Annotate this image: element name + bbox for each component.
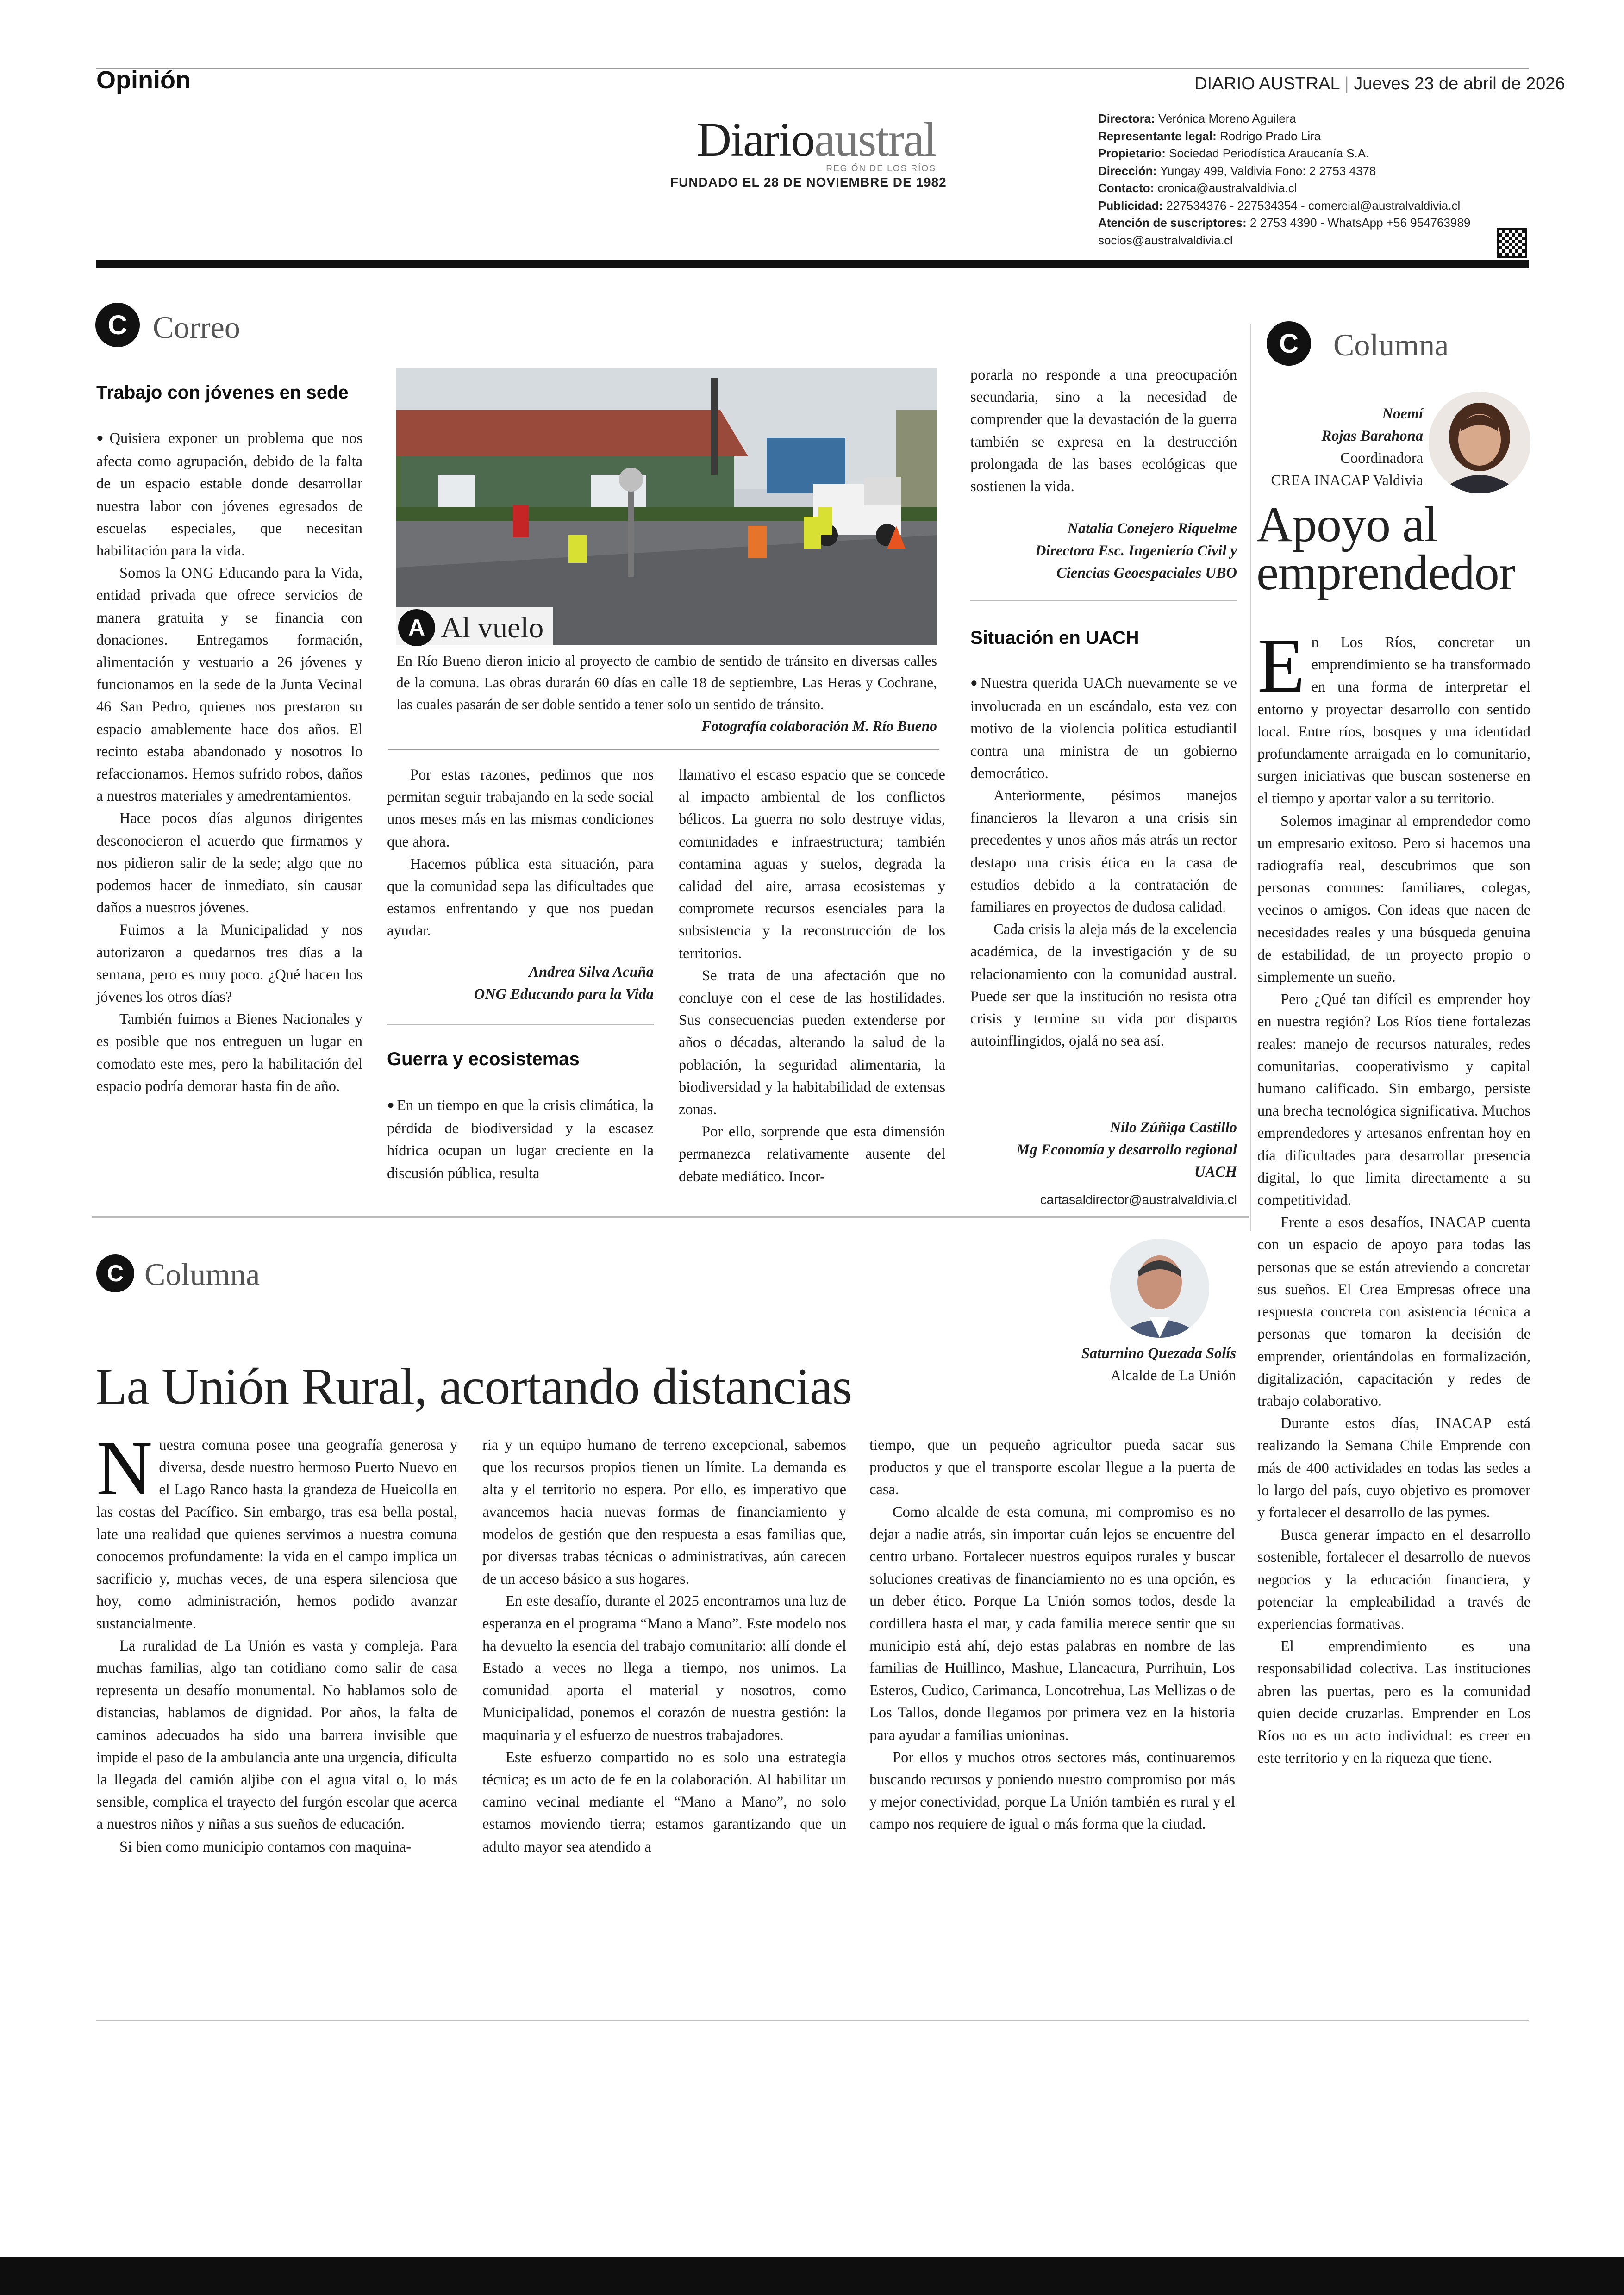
letter-1-org: ONG Educando para la Vida xyxy=(474,986,654,1003)
right-p3: Pero ¿Qué tan difícil es emprender hoy en nuestra región? Los Ríos tiene fortalezas reales: manejo de recursos naturales, redes comunitarias, cooperativismo y capital humano calificado. Sin embargo, persiste una brecha tecnológica significativa. Muchos emprendedores y artesanos enfrentan hoy en día dificultades para desarrollar presencia digital, lo que limita directamente a su competitividad. xyxy=(1257,991,1530,1209)
letter-1-col-2 xyxy=(387,764,654,942)
letter-1-p6: Por estas razones, pedimos que nos permitan seguir trabajando en la sede social unos meses más en las mismas condiciones que ahora. xyxy=(387,767,654,850)
bottom-p4: En este desafío, durante el 2025 encontramos una luz de esperanza en el programa “Mano a Mano”. Este modelo nos ha devuelto la esencia del trabajo comunitario: allí donde el Estado a veces no llega a tiempo, nos unimos. La comunidad aporta el material y nosotros, como Municipalidad, ponemos el corazón de nuestra gestión: la maquinaria y el esfuerzo de nuestros trabajadores. xyxy=(482,1593,846,1744)
letter-3-p1: ● Nuestra querida UACh nuevamente se ve involucrada en un escándalo, esta vez con motivo de la violencia política estudiantil contra una ministra de un gobierno democrático. xyxy=(970,672,1237,785)
correo-section-title: Correo xyxy=(153,310,240,345)
bottom-col-3 xyxy=(869,1434,1235,1836)
bottom-p3a: Si bien como municipio contamos con maquina- xyxy=(119,1838,412,1855)
letter-1-p1: ● Quisiera exponer un problema que nos afecta como agrupación, debido de la falta de un espacio estable donde desarrollar nuestra labor con jóvenes egresados de escuelas especiales, que necesitan habilitación para la vida. xyxy=(96,427,362,562)
header-paper-date: DIARIO AUSTRAL | Jueves 23 de abril de 2026 xyxy=(1194,74,1565,94)
letter-2-author: Natalia Conejero Riquelme xyxy=(1067,520,1237,537)
right-p7: El emprendimiento es una responsabilidad colectiva. Las instituciones abren las puertas, pero es la comunidad quien decide cruzarlas. Emprender en Los Ríos no es un acto individual: es creer en este territorio y en la riqueza que tiene. xyxy=(1257,1638,1530,1767)
logo-part-1: Diario xyxy=(697,113,814,166)
letter-3-p2: Anteriormente, pésimos manejos financieros la llevaron a una crisis sin precedentes y unos años más atrás un rector destapo una crisis ética en la casa de estudios debido a la contratación de familiares en proyectos de dudosa calidad. xyxy=(970,787,1237,916)
credit-line: socios@australvaldivia.cl xyxy=(1098,233,1233,247)
al-vuelo-photo xyxy=(396,368,937,645)
letter-1-p7: Hacemos pública esta situación, para que la comunidad sepa las dificultades que estamos enfrentando y que nos puedan ayudar. xyxy=(387,855,654,940)
street-works-photo xyxy=(396,368,937,645)
photo-bottom-rule xyxy=(388,749,939,750)
letter-divider-2 xyxy=(970,600,1237,601)
letter-3-role-2: UACH xyxy=(1194,1164,1237,1180)
top-rule xyxy=(96,68,1529,69)
scan-bottom-bar xyxy=(0,2257,1624,2295)
letter-2-p2: Se trata de una afectación que no concluye con el cese de las hostilidades. Sus consecuencias pueden extenderse por años o décadas, alterando la salud de la población, la seguridad alimentaria, la biodiversidad y la habitabilidad de extensas zonas. xyxy=(679,967,945,1118)
credit-line: Publicidad: 227534376 - 227534354 - comercial@australvaldivia.cl xyxy=(1098,198,1461,212)
bottom-p6: Como alcalde de esta comuna, mi compromiso es no dejar a nadie atrás, sin importar cuán lejos se encuentre del centro urbano. Fortalecer nuestros equipos rurales y buscar soluciones creativas de financiamiento no es una opción, es un deber ético. Porque La Unión somos todos, desde la cordillera hasta el mar, y cada familia merece sentir que su municipio está ahí, dejo estas palabras en nombre de las familias de Huillinco, Mashue, Llancacura, Purrihuin, Los Esteros, Cudico, Carimanca, Loncotrehua, Las Mellizas o de Los Tallos, donde llegamos por primera vez en la historia para ayudar a familias unioninas. xyxy=(869,1503,1235,1744)
letter-1-signature xyxy=(387,961,654,1005)
section-label: Opinión xyxy=(96,66,191,94)
author-portrait-saturnino xyxy=(1110,1239,1209,1338)
column-divider xyxy=(1250,324,1251,1231)
section-divider xyxy=(92,1216,1249,1218)
columna-bottom-section: Columna xyxy=(144,1257,260,1292)
letter-3-role-1: Mg Economía y desarrollo regional xyxy=(1016,1141,1237,1158)
letter-3-p3: Cada crisis la aleja más de la excelencia académica, de la investigación y de su relacionamiento con la comunidad austral. Puede ser que la institución no resista otra crisis y termine su vida por disparos autoinflingidos, ojalá no sea así. xyxy=(970,921,1237,1050)
letter-2-role-2: Ciencias Geoespaciales UBO xyxy=(1056,565,1237,581)
credits-block xyxy=(1098,110,1505,249)
credit-line: Dirección: Yungay 499, Valdivia Fono: 2 2753 4378 xyxy=(1098,163,1376,178)
bottom-p2: La ruralidad de La Unión es vasta y compleja. Para muchas familias, algo tan cotidiano como salir de casa representa un desafío monumental. No hablamos solo de distancias, hablamos de dignidad. Por años, la falta de caminos adecuados ha sido una barrera invisible que impide el paso de la ambulancia ante una urgencia, dificulta la llegada del camión aljibe con el agua vital o, lo más sensible, complica el trayecto del furgón escolar que acerca a nuestros niños y niñas a sus sueños de educación. xyxy=(96,1637,457,1833)
right-author-org: CREA INACAP Valdivia xyxy=(1271,472,1423,489)
letter-2-p1a: ● En un tiempo en que la crisis climática, la pérdida de biodiversidad y la escasez hídrica ocupan un lugar creciente en la discusión pública, resulta xyxy=(387,1094,654,1185)
letter-3-body xyxy=(970,672,1237,1052)
letter-1-title: Trabajo con jóvenes en sede xyxy=(96,382,349,403)
right-p6: Busca generar impacto en el desarrollo sostenible, fortalecer el desarrollo de nuevos negocios y la educación financiera, y potenciar la empleabilidad a través de experiencias formativas. xyxy=(1257,1527,1530,1633)
photo-credit: Fotografía colaboración M. Río Bueno xyxy=(701,718,937,734)
photo-caption-text: En Río Bueno dieron inicio al proyecto de cambio de sentido de tránsito en diversas calles de la comuna. Las obras durarán 60 días en calle 18 de septiembre, Las Heras y Cochrane, las cuales pasarán de ser doble sentido a tener solo un sentido de tránsito. xyxy=(396,653,937,712)
right-title-line-2: emprendedor xyxy=(1256,545,1515,600)
bottom-author-role: Alcalde de La Unión xyxy=(1110,1367,1236,1384)
letter-2-col-3 xyxy=(679,764,945,1188)
credit-line: Atención de suscriptores: 2 2753 4390 - WhatsApp +56 954763989 xyxy=(1098,216,1471,230)
letters-email[interactable]: cartasaldirector@australvaldivia.cl xyxy=(1040,1192,1237,1207)
paper-name: DIARIO AUSTRAL xyxy=(1194,74,1340,94)
bottom-p3b: ria y un equipo humano de terreno excepcional, sabemos que los recursos propios tienen un límite. La demanda es alta y el territorio no espera. Por ello, es imperativo que avancemos hacia nuevas formas de financiamiento y modelos de gestión que den respuesta a esas familias que, por diversas trabas técnicas o administrativas, aún carecen de un acceso básico a sus hogares. xyxy=(482,1437,846,1588)
credit-line: Contacto: cronica@australvaldivia.cl xyxy=(1098,181,1297,195)
letter-1-p3: Hace pocos días algunos dirigentes desconocieron el acuerdo que firmamos y nos pidieron salir de la sede; algo que no podemos hacer de inmediato, sin causar daños a nuestros jóvenes. xyxy=(96,810,362,917)
letter-2-role-1: Directora Esc. Ingeniería Civil y xyxy=(1035,543,1237,559)
letter-1-p4: Fuimos a la Municipalidad y nos autorizaron a quedarnos tres días a la semana, pero es muy poco. ¿Qué hacen los jóvenes los otros días? xyxy=(96,922,362,1006)
author-portrait-noemi xyxy=(1429,392,1530,493)
bottom-author: Saturnino Quezada Solís xyxy=(1081,1345,1236,1362)
bottom-column-title: La Unión Rural, acortando distancias xyxy=(95,1358,852,1416)
right-p4: Frente a esos desafíos, INACAP cuenta con un espacio de apoyo para todas las personas que se están atreviendo a concretar sus sueños. El Crea Empresas ofrece una respuesta concreta con asistencia técnica a personas que tomaron la decisión de emprender, orientándolas en formalización, digitalización, capacitación y redes de trabajo colaborativo. xyxy=(1257,1214,1530,1409)
correo-badge: C xyxy=(95,303,140,347)
credit-line: Directora: Verónica Moreno Aguilera xyxy=(1098,112,1296,125)
right-author-last: Rojas Barahona xyxy=(1321,428,1423,444)
letter-1-author: Andrea Silva Acuña xyxy=(529,964,654,980)
masthead-logo xyxy=(697,113,936,174)
credit-line: Representante legal: Rodrigo Prado Lira xyxy=(1098,129,1321,143)
letter-2-col-2 xyxy=(387,1094,654,1185)
masthead-rule xyxy=(96,260,1529,268)
letter-1-p5: También fuimos a Bienes Nacionales y es posible que nos entreguen un lugar en comodato este mes, pero la habilitación del espacio podría demorar hasta fin de año. xyxy=(96,1011,362,1095)
al-vuelo-caption-head xyxy=(396,607,553,648)
al-vuelo-caption xyxy=(396,650,937,737)
al-vuelo-badge: A xyxy=(398,609,435,646)
letter-2-col-4 xyxy=(970,364,1237,498)
page-bottom-rule xyxy=(96,2020,1529,2021)
credit-line: Propietario: Sociedad Periodística Araucanía S.A. xyxy=(1098,146,1369,160)
al-vuelo-title: Al vuelo xyxy=(441,611,544,644)
bottom-p1: uestra comuna posee una geografía generosa y diversa, desde nuestro hermoso Puerto Nuevo en el Lago Ranco hasta la grandeza de Hueicolla en las costas del Pacífico. Sin embargo, tras esa bella postal, late una realidad que quienes servimos a nuestra comuna conocemos profundamente: la vida en el campo implica un sacrificio y, muchas veces, de una espera silenciosa que hoy, como administración, hemos podido avanzar sustancialmente. xyxy=(96,1437,457,1632)
right-p1: n Los Ríos, concretar un emprendimiento se ha transformado en una forma de interpretar el entorno y proyectar desarrollo con sentido local. Entre ríos, bosques y una identidad profundamente arraigada en lo comunitario, surgen iniciativas que buscan sostenerse en el tiempo y aportar valor a su territorio. xyxy=(1257,634,1530,807)
bottom-author-block xyxy=(963,1342,1236,1387)
bottom-p7: Por ellos y muchos otros sectores más, continuaremos buscando recursos y poniendo nuestro compromiso por más y mejor conectividad, porque La Unión también es rural y el campo nos requiere de igual o más forma que la ciudad. xyxy=(869,1749,1235,1833)
right-p2: Solemos imaginar al emprendedor como un empresario exitoso. Pero si hacemos una radiografía real, descubrimos que son personas comunes: familiares, colegas, vecinos o amigos. Con ideas que nacen de necesidades reales y una búsqueda genuina de estabilidad, de un proyecto propio o simplemente un sueño. xyxy=(1257,812,1530,986)
founded-line: FUNDADO EL 28 DE NOVIEMBRE DE 1982 xyxy=(670,175,947,189)
qr-code-icon xyxy=(1499,230,1525,256)
columna-right-badge: C xyxy=(1267,321,1311,366)
right-author-first: Noemí xyxy=(1382,405,1423,422)
letter-2-signature xyxy=(970,518,1237,584)
right-author-block xyxy=(1257,403,1423,492)
issue-date: Jueves 23 de abril de 2026 xyxy=(1354,74,1565,94)
letter-1-col-1 xyxy=(96,427,362,1098)
letter-3-author: Nilo Zúñiga Castillo xyxy=(1110,1119,1237,1136)
bottom-p5b: tiempo, que un pequeño agricultor pueda sacar sus productos y que el transporte escolar llegue a la puerta de casa. xyxy=(869,1437,1235,1498)
right-author-role: Coordinadora xyxy=(1340,450,1423,467)
logo-part-2: austral xyxy=(814,113,936,166)
letter-1-p2: Somos la ONG Educando para la Vida, entidad privada que ofrece servicios de manera gratuita y se financia con donaciones. Entregamos formación, alimentación y vestuario a 26 jóvenes y funcionamos en la sede de la Junta Vecinal 46 San Pedro, quienes nos prestaron su espacio amablemente hace dos años. El recinto estaba abandonado y nosotros lo refaccionamos. Hemos sufrido robos, daños a nuestros materiales y amedrentamientos. xyxy=(96,565,362,805)
bottom-col-2 xyxy=(482,1434,846,1858)
letter-2-p3b: porarla no responde a una preocupación secundaria, sino a la necesidad de comprender que la devastación de la guerra también se expresa en la destrucción prolongada de las bases ecológicas que sostienen la vida. xyxy=(970,367,1237,495)
right-dropcap: E xyxy=(1257,623,1305,709)
letter-divider xyxy=(387,1024,654,1025)
bottom-p5a: Este esfuerzo compartido no es solo una estrategia técnica; es un acto de fe en la colaboración. Al habilitar un camino vecinal mediante el “Mano a Mano”, no solo estamos moviendo tierra; estamos garantizando que un adulto mayor sea atendido a xyxy=(482,1749,846,1855)
columna-right-section: Columna xyxy=(1333,327,1449,362)
right-column-body xyxy=(1257,623,1530,1769)
letter-3-title: Situación en UACH xyxy=(970,628,1139,648)
letter-3-signature xyxy=(970,1116,1237,1183)
letter-2-p3a: Por ello, sorprende que esta dimensión permanezca relativamente ausente del debate mediático. Incor- xyxy=(679,1123,945,1185)
bottom-col-1 xyxy=(96,1425,457,1858)
columna-bottom-badge: C xyxy=(96,1254,134,1292)
right-p5: Durante estos días, INACAP está realizando la Semana Chile Emprende con más de 400 actividades en todas las sedes a lo largo del país, cuyo objetivo es promover y fortalecer el desarrollo de las pymes. xyxy=(1257,1415,1530,1521)
letter-2-p1b: llamativo el escaso espacio que se concede al impacto ambiental de los conflictos bélicos. La guerra no solo destruye vidas, comunidades e infraestructura; también contamina aguas y suelos, degrada la calidad del aire, arrasa ecosistemas y compromete recursos esenciales para la subsistencia y la reconstrucción de los territorios. xyxy=(679,767,945,962)
logo-subtitle: REGIÓN DE LOS RÍOS xyxy=(826,164,936,174)
right-column-title xyxy=(1256,497,1515,600)
letter-2-title: Guerra y ecosistemas xyxy=(387,1049,580,1069)
right-title-line-1: Apoyo al xyxy=(1256,497,1437,552)
bottom-dropcap: N xyxy=(96,1425,153,1511)
